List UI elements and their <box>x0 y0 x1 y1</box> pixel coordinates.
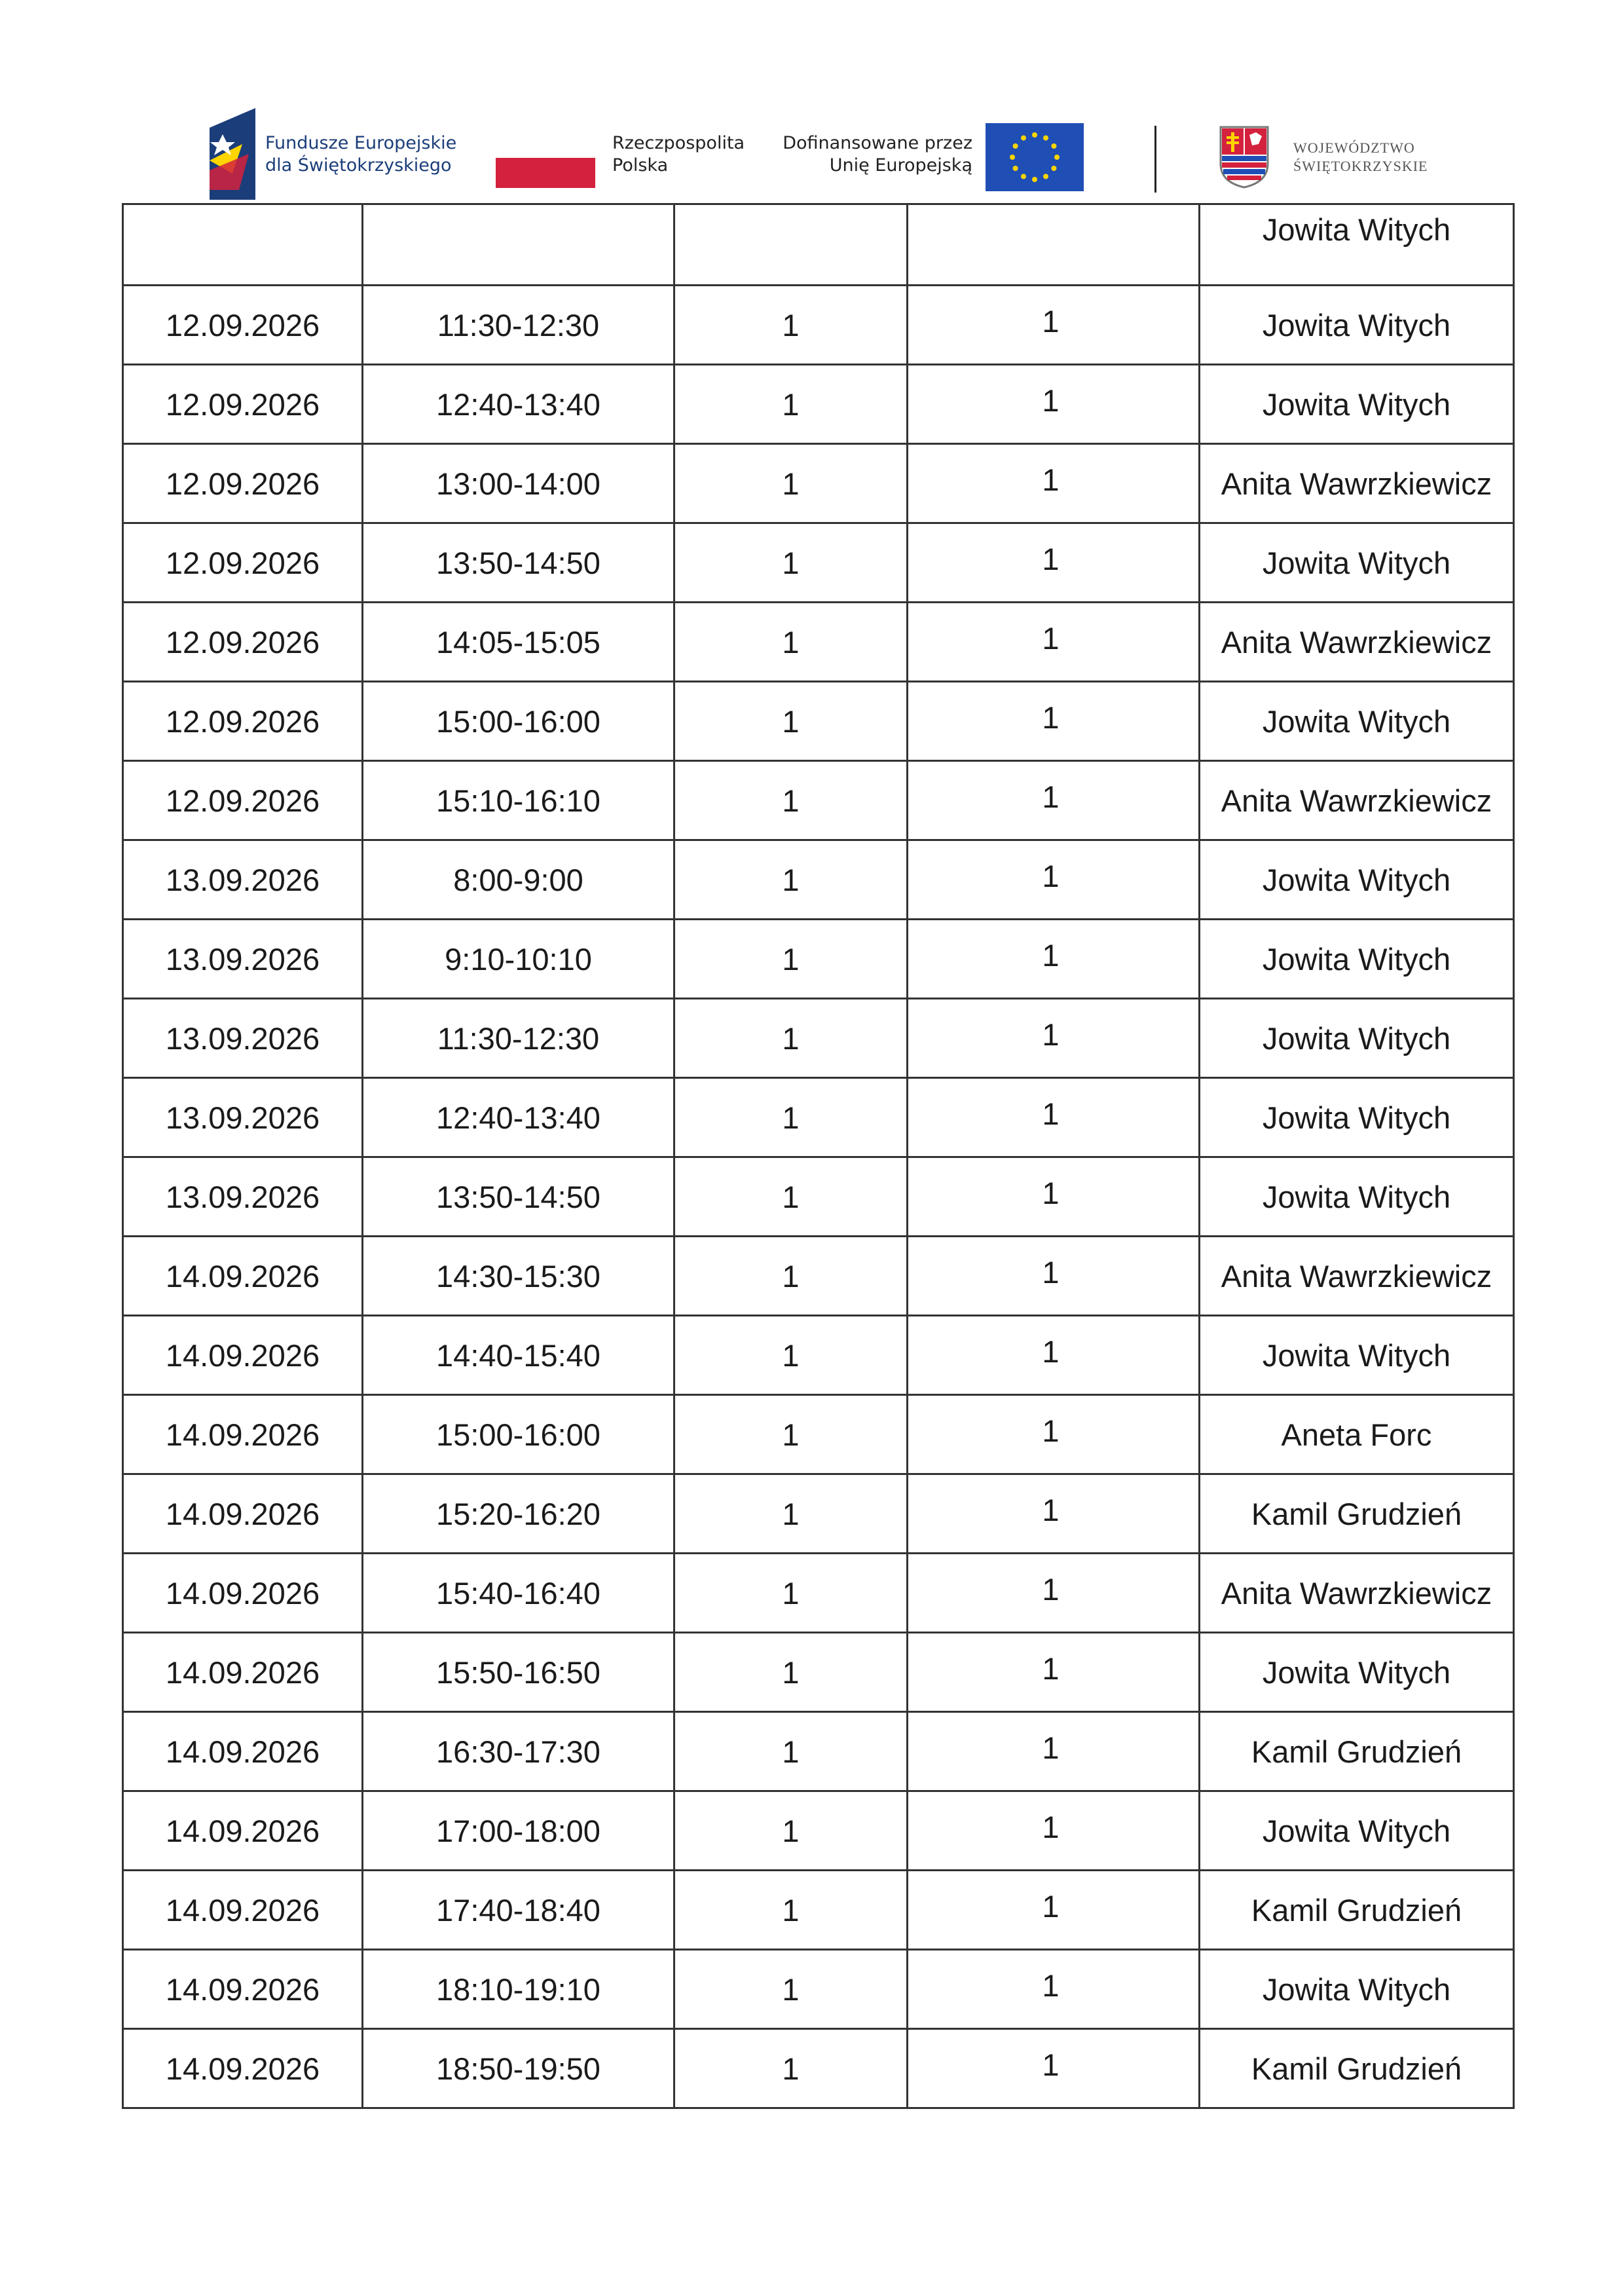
cell-count-b: 1 <box>908 1157 1200 1237</box>
table-row <box>123 1237 1514 1316</box>
cell-date: 13.09.2026 <box>123 1078 363 1157</box>
table-row <box>123 999 1514 1078</box>
cell-person: Jowita Witych <box>1200 365 1514 444</box>
table-row <box>123 840 1514 920</box>
table-row <box>123 682 1514 761</box>
cell-person: Jowita Witych <box>1200 1633 1514 1712</box>
cell-count-b: 1 <box>908 682 1200 761</box>
table-row <box>123 444 1514 523</box>
table-row <box>123 1316 1514 1395</box>
cell-date: 14.09.2026 <box>123 1950 363 2029</box>
cell-count-a: 1 <box>674 365 908 444</box>
cell-count-a: 1 <box>674 1474 908 1554</box>
cell-count-a: 1 <box>674 999 908 1078</box>
cell-date: 13.09.2026 <box>123 840 363 920</box>
cell-time: 13:00-14:00 <box>363 444 674 523</box>
header-logos <box>0 0 1624 203</box>
table-row <box>123 1950 1514 2029</box>
cell-count-a: 1 <box>674 1237 908 1316</box>
schedule-table <box>122 203 1515 2109</box>
cell-person: Kamil Grudzień <box>1200 1474 1514 1554</box>
cell-count-a: 1 <box>674 1712 908 1791</box>
cell-date: 12.09.2026 <box>123 761 363 840</box>
cell-time: 15:00-16:00 <box>363 1395 674 1474</box>
cell-time: 13:50-14:50 <box>363 1157 674 1237</box>
cell-count-a: 1 <box>674 2029 908 2108</box>
cell-date: 14.09.2026 <box>123 1474 363 1554</box>
cell-time: 17:00-18:00 <box>363 1791 674 1871</box>
cell-count-a: 1 <box>674 1316 908 1395</box>
cell-count-a: 1 <box>674 682 908 761</box>
cell-date: 14.09.2026 <box>123 1712 363 1791</box>
cell-person: Anita Wawrzkiewicz <box>1200 603 1514 682</box>
cell-person: Anita Wawrzkiewicz <box>1200 1237 1514 1316</box>
cell-time: 9:10-10:10 <box>363 920 674 999</box>
table-row <box>123 1395 1514 1474</box>
cell-date: 12.09.2026 <box>123 444 363 523</box>
cell-time: 15:40-16:40 <box>363 1554 674 1633</box>
table-row <box>123 761 1514 840</box>
table-row <box>123 1474 1514 1554</box>
cell-time: 15:20-16:20 <box>363 1474 674 1554</box>
cell-person: Jowita Witych <box>1200 286 1514 365</box>
cell-time: 11:30-12:30 <box>363 286 674 365</box>
polish-flag-icon <box>496 128 595 188</box>
cell-person: Kamil Grudzień <box>1200 2029 1514 2108</box>
cell-count-b: 1 <box>908 2029 1200 2108</box>
cell-count-a: 1 <box>674 444 908 523</box>
table-row <box>123 1791 1514 1871</box>
eu-line1: Dofinansowane przez <box>783 133 972 153</box>
logo-divider <box>1154 126 1156 193</box>
cell-date: 14.09.2026 <box>123 1633 363 1712</box>
cell-time: 8:00-9:00 <box>363 840 674 920</box>
cell-person: Kamil Grudzień <box>1200 1871 1514 1950</box>
cell-count-b: 1 <box>908 1237 1200 1316</box>
wojewodztwo-label <box>1293 139 1428 176</box>
cell-person: Anita Wawrzkiewicz <box>1200 1554 1514 1633</box>
rzeczpospolita-label <box>612 132 745 177</box>
cell-count-b: 1 <box>908 840 1200 920</box>
fundusze-europejskie-logo-icon <box>203 108 262 200</box>
cell-time: 14:05-15:05 <box>363 603 674 682</box>
cell-count-b: 1 <box>908 761 1200 840</box>
cell-count-a: 1 <box>674 761 908 840</box>
cell-count-b: 1 <box>908 1474 1200 1554</box>
eu-cofinanced-label <box>760 132 972 177</box>
cell-date: 14.09.2026 <box>123 1316 363 1395</box>
cell-date: 12.09.2026 <box>123 286 363 365</box>
cell-time <box>363 204 674 286</box>
cell-count-b: 1 <box>908 286 1200 365</box>
table-row <box>123 204 1514 286</box>
cell-count-a: 1 <box>674 920 908 999</box>
cell-time: 17:40-18:40 <box>363 1871 674 1950</box>
cell-count-a: 1 <box>674 1554 908 1633</box>
cell-count-a: 1 <box>674 1633 908 1712</box>
table-row <box>123 1633 1514 1712</box>
cell-person: Jowita Witych <box>1200 1950 1514 2029</box>
table-row <box>123 365 1514 444</box>
cell-time: 15:50-16:50 <box>363 1633 674 1712</box>
cell-person: Jowita Witych <box>1200 1157 1514 1237</box>
eu-line2: Unię Europejską <box>829 155 972 176</box>
cell-person: Jowita Witych <box>1200 523 1514 603</box>
cell-count-a: 1 <box>674 603 908 682</box>
cell-person: Jowita Witych <box>1200 682 1514 761</box>
cell-count-b: 1 <box>908 365 1200 444</box>
cell-count-b: 1 <box>908 603 1200 682</box>
cell-count-a: 1 <box>674 286 908 365</box>
cell-count-b: 1 <box>908 1078 1200 1157</box>
table-row <box>123 603 1514 682</box>
table-row <box>123 1712 1514 1791</box>
cell-date: 12.09.2026 <box>123 603 363 682</box>
cell-count-b: 1 <box>908 1871 1200 1950</box>
fundusze-europejskie-label <box>265 132 456 177</box>
cell-count-b: 1 <box>908 1712 1200 1791</box>
cell-person: Jowita Witych <box>1200 1791 1514 1871</box>
cell-date: 14.09.2026 <box>123 1554 363 1633</box>
table-row <box>123 1157 1514 1237</box>
cell-time: 15:00-16:00 <box>363 682 674 761</box>
schedule-table-body <box>123 204 1514 2108</box>
cell-count-b: 1 <box>908 1554 1200 1633</box>
cell-count-a: 1 <box>674 1395 908 1474</box>
cell-person: Jowita Witych <box>1200 204 1514 286</box>
cell-time: 12:40-13:40 <box>363 1078 674 1157</box>
cell-count-a: 1 <box>674 1791 908 1871</box>
cell-count-a: 1 <box>674 1078 908 1157</box>
schedule-table-wrapper <box>122 203 1513 2109</box>
cell-time: 11:30-12:30 <box>363 999 674 1078</box>
cell-person: Jowita Witych <box>1200 999 1514 1078</box>
cell-date: 14.09.2026 <box>123 1395 363 1474</box>
cell-count-a: 1 <box>674 1157 908 1237</box>
swietokrzyskie-coat-of-arms-icon <box>1218 124 1270 189</box>
cell-count-b: 1 <box>908 1316 1200 1395</box>
cell-date: 13.09.2026 <box>123 999 363 1078</box>
cell-person: Jowita Witych <box>1200 1078 1514 1157</box>
cell-date: 14.09.2026 <box>123 1237 363 1316</box>
table-row <box>123 920 1514 999</box>
table-row <box>123 1871 1514 1950</box>
cell-date <box>123 204 363 286</box>
cell-date: 12.09.2026 <box>123 523 363 603</box>
cell-person: Kamil Grudzień <box>1200 1712 1514 1791</box>
fe-line2: dla Świętokrzyskiego <box>265 155 452 176</box>
cell-count-b: 1 <box>908 444 1200 523</box>
cell-count-a: 1 <box>674 1950 908 2029</box>
cell-date: 12.09.2026 <box>123 365 363 444</box>
cell-count-a: 1 <box>674 523 908 603</box>
cell-date: 13.09.2026 <box>123 920 363 999</box>
cell-person: Anita Wawrzkiewicz <box>1200 761 1514 840</box>
cell-date: 12.09.2026 <box>123 682 363 761</box>
cell-count-b: 1 <box>908 1395 1200 1474</box>
cell-count-b: 1 <box>908 920 1200 999</box>
cell-date: 13.09.2026 <box>123 1157 363 1237</box>
cell-time: 15:10-16:10 <box>363 761 674 840</box>
cell-time: 12:40-13:40 <box>363 365 674 444</box>
cell-time: 14:40-15:40 <box>363 1316 674 1395</box>
table-row <box>123 286 1514 365</box>
cell-count-a: 1 <box>674 840 908 920</box>
cell-date: 14.09.2026 <box>123 1791 363 1871</box>
cell-person: Jowita Witych <box>1200 1316 1514 1395</box>
cell-time: 18:50-19:50 <box>363 2029 674 2108</box>
cell-person: Aneta Forc <box>1200 1395 1514 1474</box>
cell-count-b: 1 <box>908 1633 1200 1712</box>
region-line2: ŚWIĘTOKRZYSKIE <box>1293 158 1428 174</box>
cell-count-a <box>674 204 908 286</box>
cell-count-b: 1 <box>908 1950 1200 2029</box>
cell-count-b: 1 <box>908 523 1200 603</box>
table-row <box>123 1554 1514 1633</box>
cell-count-b <box>908 204 1200 286</box>
cell-time: 16:30-17:30 <box>363 1712 674 1791</box>
eu-flag-icon <box>986 123 1084 191</box>
cell-count-a: 1 <box>674 1871 908 1950</box>
cell-person: Anita Wawrzkiewicz <box>1200 444 1514 523</box>
table-row <box>123 2029 1514 2108</box>
cell-person: Jowita Witych <box>1200 920 1514 999</box>
cell-date: 14.09.2026 <box>123 1871 363 1950</box>
region-line1: WOJEWÓDZTWO <box>1293 140 1415 156</box>
pl-line1: Rzeczpospolita <box>612 133 745 153</box>
table-row <box>123 523 1514 603</box>
cell-time: 18:10-19:10 <box>363 1950 674 2029</box>
cell-count-b: 1 <box>908 999 1200 1078</box>
cell-date: 14.09.2026 <box>123 2029 363 2108</box>
fe-line1: Fundusze Europejskie <box>265 133 457 153</box>
cell-time: 14:30-15:30 <box>363 1237 674 1316</box>
cell-person: Jowita Witych <box>1200 840 1514 920</box>
cell-time: 13:50-14:50 <box>363 523 674 603</box>
table-row <box>123 1078 1514 1157</box>
pl-line2: Polska <box>612 155 669 176</box>
cell-count-b: 1 <box>908 1791 1200 1871</box>
